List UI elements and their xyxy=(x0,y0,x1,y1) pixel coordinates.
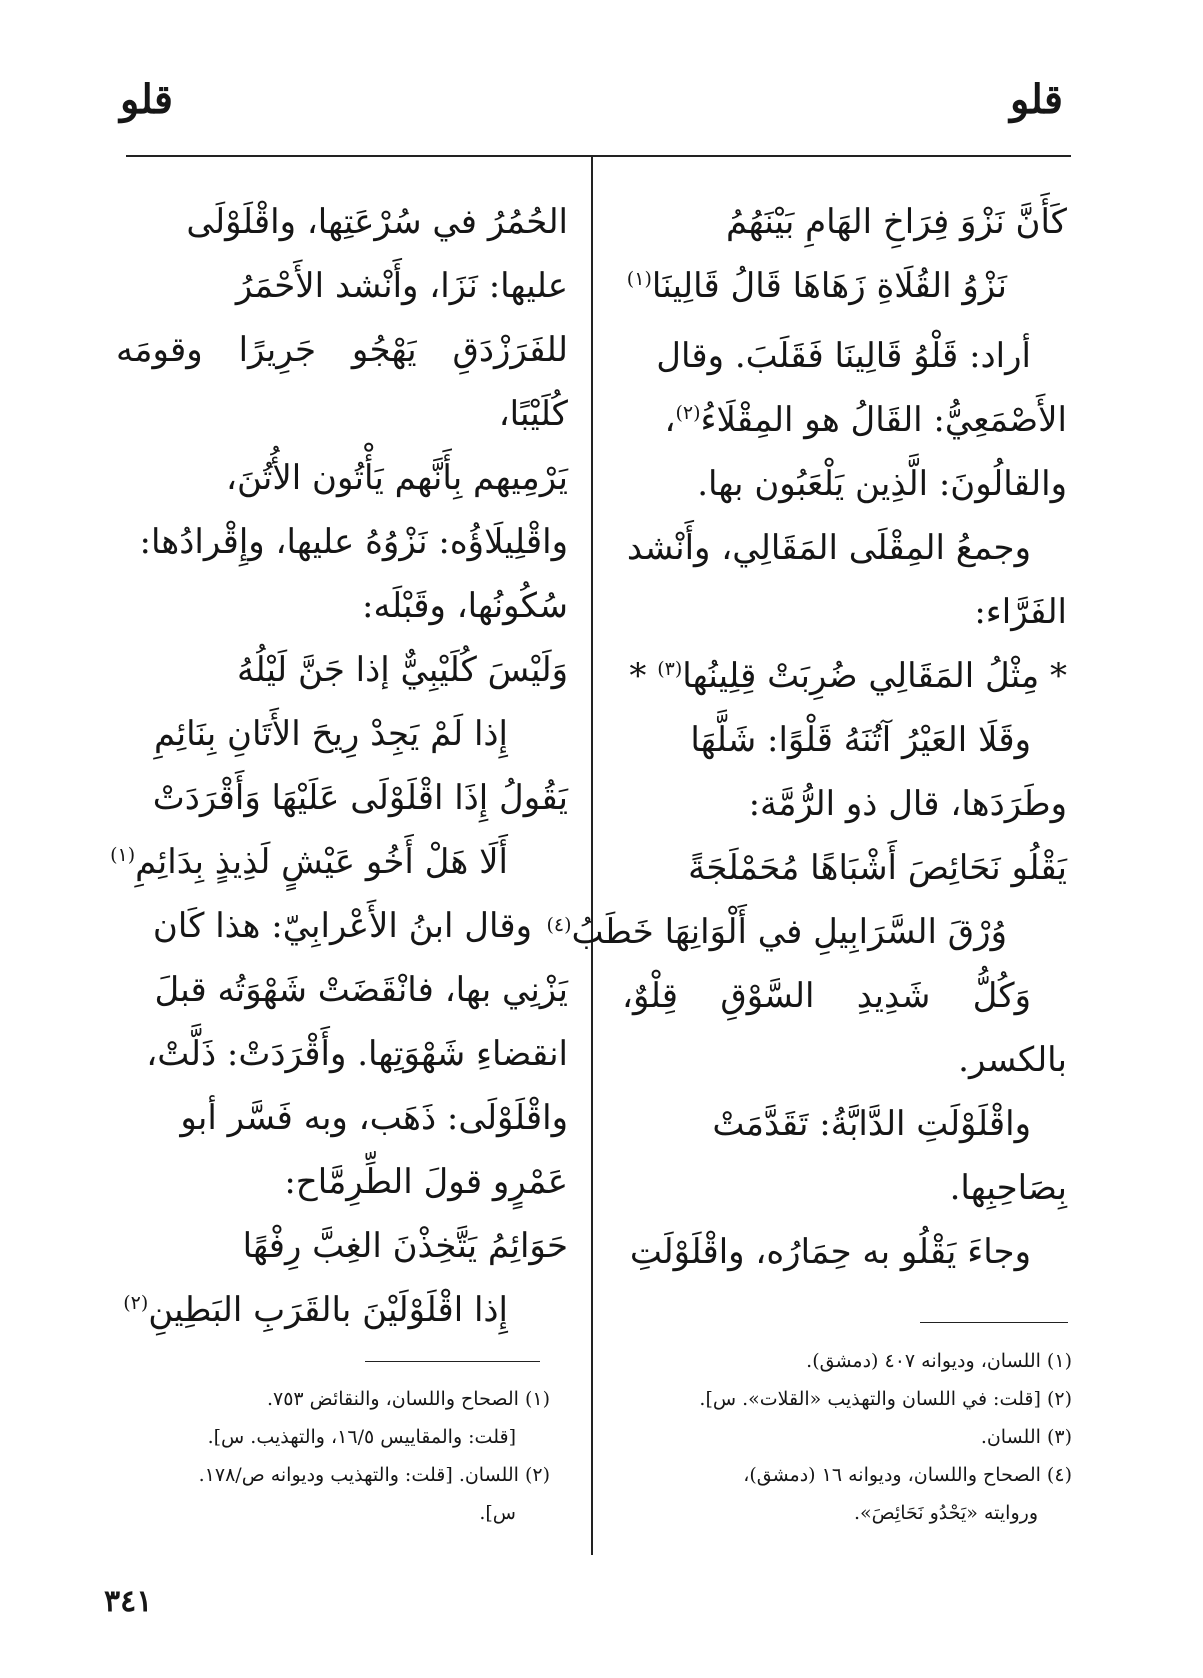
verse-text: * مِثْلُ المَقَالِي ضُرِبَتْ قِلِينُها xyxy=(682,656,1067,696)
footnote-ref: (٢) xyxy=(123,1292,149,1314)
paragraph-line: انقضاءِ شَهْوَتِها. وأَقْرَدَتْ: ذَلَّتْ، xyxy=(146,1034,568,1074)
footnote: (١) الصحاح واللسان، والنقائض ٧٥٣. xyxy=(266,1388,550,1410)
verse-line: حَوَائِمُ يَتَّخِذْنَ الغِبَّ رِفْهًا xyxy=(242,1226,568,1266)
footnote-ref: (٣) xyxy=(657,658,683,680)
paragraph-line: والقالُونَ: الَّذِين يَلْعَبُون بها. xyxy=(697,464,1067,504)
paragraph-line: واقْلَوْلَتِ الدَّابَّةُ: تَقَدَّمَتْ xyxy=(712,1104,1031,1144)
paragraph-line: وقَلَا العَيْرُ آتُنَهُ قَلْوًا: شَلَّهَا xyxy=(690,720,1031,760)
verse-text: وُرْقَ السَّرَابِيلِ في أَلْوَانِهَا خَطَبُ xyxy=(571,912,1007,952)
running-head-right: قلو xyxy=(1009,76,1063,123)
footnote: (٢) [قلت: في اللسان والتهذيب «القلات». س]. xyxy=(699,1388,1072,1410)
footnote-rule-left xyxy=(365,1361,540,1362)
paragraph-line: عَمْرٍو قولَ الطِّرِمَّاح: xyxy=(284,1162,568,1202)
paragraph-line: وجمعُ المِقْلَى المَقَالِي، وأَنْشد xyxy=(626,528,1031,568)
header-rule xyxy=(126,155,1071,157)
paragraph-line: يَرْمِيهم بِأَنَّهم يَأْتُون الأُتُنَ، xyxy=(226,458,568,498)
paragraph-line: وَكُلُّ شَدِيدِ السَّوْقِ قِلْوٌ، بالكسر. xyxy=(622,976,1067,1080)
paragraph-line: الفَرَّاء: xyxy=(974,592,1067,632)
verse-line: كَأَنَّ نَزْوَ فِرَاخِ الهَامِ بَيْنَهُمُ xyxy=(726,202,1067,242)
paragraph-line: وطَرَدَها، قال ذو الرُّمَّة: xyxy=(748,784,1067,824)
left-column xyxy=(110,190,568,1342)
paragraph-line: للفَرَزْدَقِ يَهْجُو جَرِيرًا وقومَه كُلَيْبًا، xyxy=(116,330,568,434)
footnotes-right xyxy=(622,1342,1072,1532)
page-number: ٣٤١ xyxy=(104,1584,153,1619)
paragraph-line: أراد: قَلْوُ قَالِينَا فَقَلَبَ. وقال xyxy=(656,336,1031,376)
verse-line: إِذا لَمْ يَجِدْ رِيحَ الأَتَانِ بِنَائِمِ xyxy=(154,714,508,754)
footnote-rule-right xyxy=(920,1322,1068,1323)
paragraph-line: بِصَاحِبِها. xyxy=(949,1168,1067,1208)
verse-line xyxy=(546,900,1067,964)
footnote-ref: (٤) xyxy=(546,914,572,936)
footnote: (٤) الصحاح واللسان، وديوانه ١٦ (دمشق)، xyxy=(743,1464,1072,1486)
footnotes-left xyxy=(100,1380,550,1532)
paragraph-line: وقال ابنُ الأَعْرابِيّ: هذا كَان xyxy=(152,906,532,946)
paragraph-line: وجاءَ يَقْلُو به حِمَارُه، واقْلَوْلَتِ xyxy=(629,1232,1031,1272)
verse-line: يَقْلُو نَحَائِصَ أَشْبَاهًا مُحَمْلَجَةً xyxy=(688,848,1067,888)
running-head-left: قلو xyxy=(120,76,174,123)
footnote: (٢) اللسان. [قلت: والتهذيب وديوانه ص/١٧٨. xyxy=(198,1464,550,1486)
verse-text: إِذا اقْلَوْلَيْنَ بالقَرَبِ البَطِينِ xyxy=(148,1290,508,1330)
paragraph-line: سُكُونُها، وقَبْلَه: xyxy=(362,586,568,626)
verse-text: أَلَا هَلْ أَخُو عَيْشٍ لَذِيذٍ بِدَائِمِ xyxy=(135,842,508,882)
paragraph-line xyxy=(622,388,1067,452)
paragraph-text: الأَصْمَعِيُّ: القَالُ هو المِقْلَاءُ xyxy=(700,400,1067,440)
half-verse xyxy=(622,644,1067,708)
footnote: (١) اللسان، وديوانه ٤٠٧ (دمشق). xyxy=(806,1350,1072,1372)
paragraph-line: واقْلَوْلَى: ذَهَب، وبه فَسَّر أبو xyxy=(180,1098,568,1138)
paragraph-line: عليها: نَزَا، وأَنْشد الأَحْمَرُ xyxy=(235,266,568,306)
footnote: (٣) اللسان. xyxy=(980,1426,1072,1448)
verse-text: نَزْوُ القُلَاةِ زَهَاهَا قَالُ قَالِينَا xyxy=(651,266,1007,306)
verse-line xyxy=(110,830,568,894)
verse-line: وَلَيْسَ كُلَيْبِيٌّ إذا جَنَّ لَيْلُهُ xyxy=(237,650,568,690)
footnote-continuation: وروايته «يَحْدُو نَحَائِصَ». xyxy=(854,1502,1038,1524)
right-column xyxy=(546,190,1067,1284)
paragraph-line: الحُمُرُ في سُرْعَتِها، واقْلَوْلَى xyxy=(186,202,568,242)
footnote-ref: (١) xyxy=(110,844,136,866)
verse-line: يَقُولُ إِذَا اقْلَوْلَى عَلَيْهَا وَأَقْرَدَتْ xyxy=(152,778,568,818)
column-divider xyxy=(591,155,593,1555)
verse-line xyxy=(116,1278,568,1342)
verse-line xyxy=(622,254,1067,318)
footnote-ref: (٢) xyxy=(675,402,701,424)
paragraph-line: يَزْنِي بها، فانْقَضَتْ شَهْوَتُه قبلَ xyxy=(154,970,568,1010)
verse-text: * xyxy=(629,656,658,696)
footnote-continuation: [قلت: والمقاييس ١٦/٥، والتهذيب. س]. xyxy=(207,1426,516,1448)
footnote-continuation: س]. xyxy=(479,1502,516,1524)
paragraph-line: واقْلِيلَاؤُه: نَزْوُهُ عليها، وإِقْرادُها: xyxy=(139,522,568,562)
footnote-ref: (١) xyxy=(626,268,652,290)
paragraph-text: ، xyxy=(664,400,676,440)
